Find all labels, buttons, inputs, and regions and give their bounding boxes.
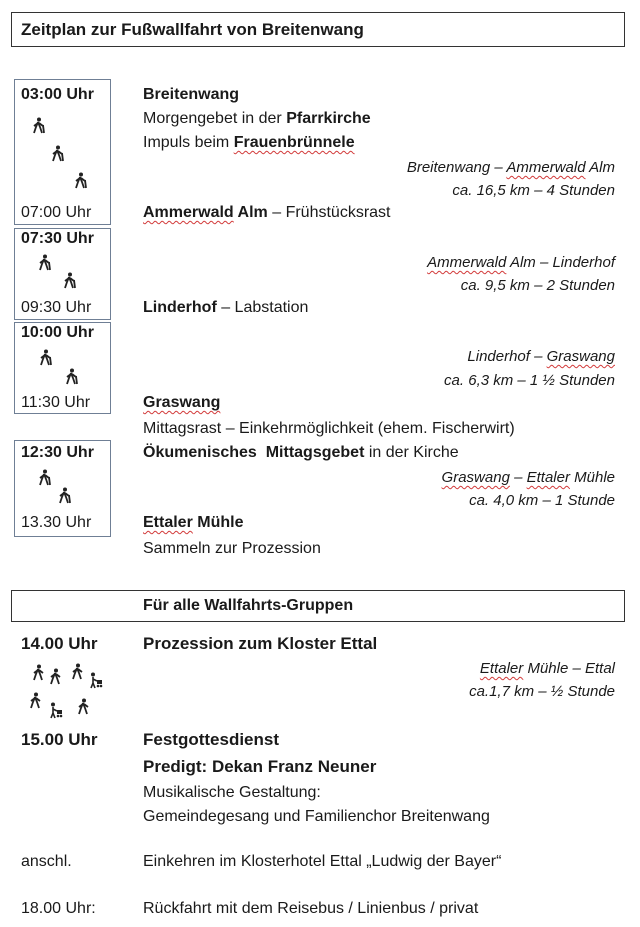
stage-1-arrival-c: – Frühstücksrast (267, 204, 391, 221)
stage-4-arrival-b: Mühle (192, 514, 244, 531)
stage-1-arrival (143, 204, 390, 222)
stage-2-route-b: Alm – Linderhof (506, 254, 615, 271)
hiker-icon (57, 487, 72, 504)
mass-music-detail: Gemeindegesang und Familienchor Breitenwang (143, 808, 490, 825)
procession-title: Prozession zum Kloster Ettal (143, 634, 378, 653)
stage-4-route-d: Mühle (569, 469, 615, 486)
procession-time: 14.00 Uhr (21, 634, 98, 653)
stage-4-gather: Sammeln zur Prozession (143, 540, 321, 557)
stage-3-route-a: Linderhof – (467, 348, 547, 365)
return-time: 18.00 Uhr: (21, 900, 96, 917)
procession-route-b: Mühle – Ettal (523, 660, 615, 677)
stage-1-start: 03:00 Uhr (21, 86, 94, 103)
hiker-icon (64, 368, 79, 385)
stage-3-start: 10:00 Uhr (21, 324, 94, 341)
stage-2-arrival (143, 299, 308, 317)
walker-icon (31, 664, 46, 681)
stage-1-arrival-b: Alm (233, 204, 268, 221)
stage-1-impulse-text: Impuls beim (143, 134, 234, 151)
hiker-icon (38, 349, 53, 366)
hiker-icon (50, 145, 65, 162)
stage-4-end: 13.30 Uhr (21, 514, 92, 531)
mass-time: 15.00 Uhr (21, 730, 98, 749)
stage-4-route-a: Graswang (441, 469, 510, 486)
groups-header: Für alle Wallfahrts-Gruppen (143, 597, 354, 614)
stage-2-distance: ca. 9,5 km – 2 Stunden (460, 277, 615, 294)
stage-4-prayer (143, 444, 459, 462)
stage-4-prayer-a: Ökumenisches Mittagsgebet (143, 444, 365, 461)
stage-2-end: 09:30 Uhr (21, 299, 92, 316)
stage-4-distance: ca. 4,0 km – 1 Stunde (469, 492, 615, 509)
stage-3-route (467, 348, 615, 365)
stage-1-impulse (143, 134, 355, 152)
stage-1-route-c: Alm (585, 159, 615, 176)
mass-music-label: Musikalische Gestaltung: (143, 784, 321, 801)
stage-4-start: 12:30 Uhr (21, 444, 94, 461)
stage-2-arrival-b: – Labstation (216, 299, 309, 316)
walker-icon (48, 668, 63, 685)
stage-1-place: Breitenwang (143, 86, 240, 103)
page-title: Zeitplan zur Fußwallfahrt von Breitenwang (21, 20, 364, 39)
afterward-time: anschl. (21, 853, 72, 870)
hiker-icon (31, 117, 46, 134)
stage-1-distance: ca. 16,5 km – 4 Stunden (452, 182, 615, 199)
stage-4-arrival-a: Ettaler (143, 514, 193, 531)
stage-3-arrival: Graswang (143, 394, 221, 411)
stage-1-route-a: Breitenwang – (406, 159, 507, 176)
return-text: Rückfahrt mit dem Reisebus / Linienbus / privat (143, 900, 479, 917)
procession-distance: ca.1,7 km – ½ Stunde (469, 683, 615, 700)
hiker-icon (62, 272, 77, 289)
stage-1-church: Pfarrkirche (286, 110, 371, 127)
stage-3-distance: ca. 6,3 km – 1 ½ Stunden (444, 372, 615, 389)
stage-4-prayer-b: in der Kirche (364, 444, 459, 461)
hiker-icon (37, 469, 52, 486)
hiker-icon (73, 172, 88, 189)
stage-4-arrival (143, 514, 243, 532)
stage-1-prayer-text: Morgengebet in der (143, 110, 287, 127)
stage-1-arrival-a: Ammerwald (143, 204, 234, 221)
stage-4-route (442, 469, 615, 486)
mass-title: Festgottesdienst (143, 730, 280, 749)
stage-1-prayer (143, 110, 371, 128)
procession-route-a: Ettaler (479, 660, 524, 677)
stage-1-spring: Frauenbrünnele (233, 134, 355, 151)
stage-4-route-c: Ettaler (526, 469, 570, 486)
stage-2-arrival-a: Linderhof (143, 299, 217, 316)
hiker-icon (37, 254, 52, 271)
mass-sermon: Predigt: Dekan Franz Neuner (143, 757, 377, 776)
stage-3-end: 11:30 Uhr (21, 394, 91, 411)
stage-3-rest: Mittagsrast – Einkehrmöglichkeit (ehem. Fischerwirt) (143, 420, 515, 437)
stage-2-route-a: Ammerwald (427, 254, 507, 271)
stage-4-route-b: – (509, 469, 527, 486)
stage-2-route (427, 254, 615, 271)
stage-2-start: 07:30 Uhr (21, 230, 94, 247)
walker-icon (70, 663, 85, 680)
stage-1-route-b: Ammerwald (506, 159, 586, 176)
afterward-text: Einkehren im Klosterhotel Ettal „Ludwig der Bayer“ (143, 853, 502, 870)
stage-1-end: 07:00 Uhr (21, 204, 92, 221)
procession-route (480, 660, 615, 677)
walker-icon (76, 698, 91, 715)
stroller-icon (88, 672, 103, 689)
stroller-icon (48, 702, 63, 719)
stage-3-route-b: Graswang (546, 348, 615, 365)
walker-icon (28, 692, 43, 709)
stage-1-route (407, 159, 615, 176)
